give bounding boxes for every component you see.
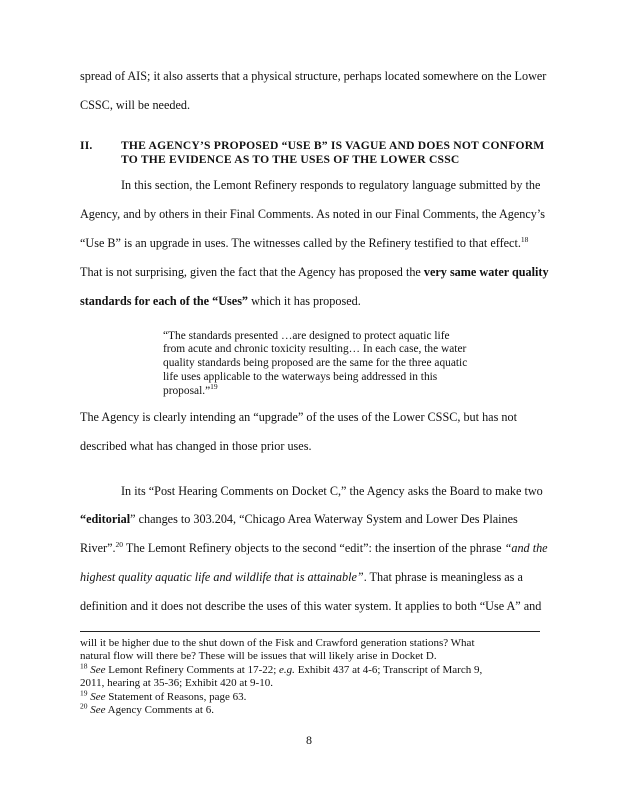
footnote-separator — [80, 631, 540, 632]
footnote-line: 2011, hearing at 35-36; Exhibit 420 at 9-10. — [80, 677, 273, 689]
body-text-line: CSSC, will be needed. — [80, 98, 191, 112]
body-text-line: definition and it does not describe the uses of this water system. It applies to both “Use A” and — [80, 599, 542, 613]
body-text-line: standards for each of the “Uses” which it has proposed. — [80, 294, 361, 308]
footnote-18: $^{18}$ See Lemont Refinery Comments at 17-22; e.g. Exhibit 437 at 4-6; Transcript of March 9, — [80, 661, 483, 676]
body-text-line: In its “Post Hearing Comments on Docket C,” the Agency asks the Board to make two — [121, 484, 543, 498]
block-quote-line: “The standards presented …are designed to protect aquatic life — [163, 330, 450, 342]
block-quote-line: quality standards being proposed are the same for the three aquatic — [163, 357, 468, 369]
body-text-line: River”.$^{20}$ The Lemont Refinery objects to the second “edit”: the insertion of the phrase “and the — [80, 539, 548, 555]
footnote-20: $^{20}$ See Agency Comments at 6. — [80, 701, 214, 716]
body-text-line: “Use B” is an upgrade in uses. The witnesses called by the Refinery testified to that effect.$^{18}$ — [80, 234, 529, 250]
block-quote-line: from acute and chronic toxicity resulting… In each case, the water — [163, 343, 467, 355]
footnote-ref[interactable]: 20 — [115, 539, 124, 549]
section-heading: THE AGENCY’S PROPOSED “USE B” IS VAGUE AND DOES NOT CONFORM — [121, 139, 545, 152]
section-heading: TO THE EVIDENCE AS TO THE USES OF THE LOWER CSSC — [121, 153, 460, 166]
section-number: II. — [80, 139, 93, 152]
page-number: 8 — [306, 733, 312, 747]
body-text-line: In this section, the Lemont Refinery responds to regulatory language submitted by the — [121, 178, 541, 192]
footnote-ref[interactable]: 19 — [210, 382, 218, 392]
footnote-line: will it be higher due to the shut down of the Fisk and Crawford generation stations? What — [80, 637, 475, 649]
footnote-line: natural flow will there be? These will be issues that will likely arise in Docket D. — [80, 650, 437, 662]
body-text-line: The Agency is clearly intending an “upgrade” of the uses of the Lower CSSC, but has not — [80, 410, 517, 424]
body-text-line: spread of AIS; it also asserts that a physical structure, perhaps located somewhere on the Lower — [80, 69, 547, 83]
body-text-line: described what has changed in those prior uses. — [80, 439, 312, 453]
body-text-line: “editorial” changes to 303.204, “Chicago Area Waterway System and Lower Des Plaines — [80, 512, 518, 526]
footnote-19: $^{19}$ See Statement of Reasons, page 63. — [80, 688, 247, 703]
block-quote-line: life uses applicable to the waterways being addressed in this — [163, 371, 438, 383]
body-text-line: Agency, and by others in their Final Comments. As noted in our Final Comments, the Agency’s — [80, 207, 545, 221]
body-text-line: That is not surprising, given the fact that the Agency has proposed the very same water quality — [80, 265, 549, 279]
block-quote-line: proposal.”$^{19}$ — [163, 382, 218, 397]
footnote-ref[interactable]: 18 — [520, 234, 529, 244]
body-text-line: highest quality aquatic life and wildlife that is attainable”. That phrase is meaningless as a — [80, 570, 523, 584]
